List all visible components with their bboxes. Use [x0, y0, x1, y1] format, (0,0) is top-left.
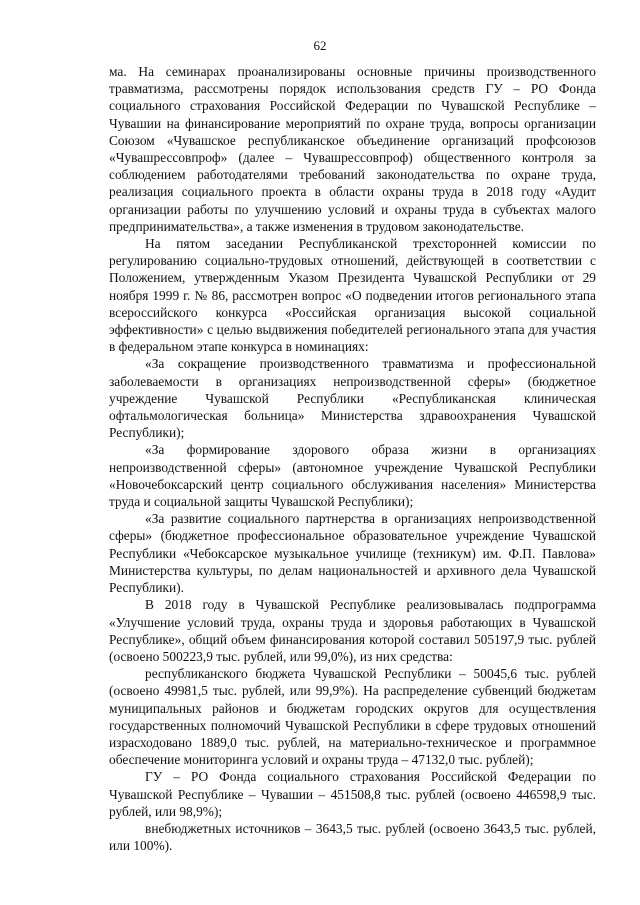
document-body — [109, 63, 596, 854]
paragraph-nomination-healthy-lifestyle: «За формирование здорового образа жизни в организациях непроизводственной сферы» (автономное учреждение Чувашской Республики «Новочебоксарский центр социального обслуживания населения» Министерства труда и социальной защиты Чувашской Республики); — [109, 442, 596, 510]
page-number: 62 — [313, 38, 327, 53]
paragraph-seminars: ма. На семинарах проанализированы основные причины производственного травматизма, рассмотрены порядок использования средств ГУ – РО Фонда социального страхования Российской Федерации по Чувашской Республике – Чувашии на финансирование мероприятий по охране труда, вопросы организации Союзом «Чувашское республиканское объединение организаций профсоюзов «Чувашрессовпроф» (далее – Чувашрессовпроф) общественного контроля за соблюдением работодателями требований законодательства по охране труда, реализация социального проекта в области охраны труда в 2018 году «Аудит организации работы по улучшению условий и охраны труда в субъектах малого предпринимательства», а также изменения в трудовом законодательстве. — [109, 64, 596, 234]
paragraph-nomination-injury-reduction: «За сокращение производственного травматизма и профессиональной заболеваемости в организациях непроизводственной сферы» (бюджетное учреждение Чувашской Республики «Республиканская клиническая офтальмологическая больница» Министерства здравоохранения Чувашской Республики); — [109, 356, 596, 441]
paragraph-extrabudgetary-sources: внебюджетных источников – 3643,5 тыс. рублей (освоено 3643,5 тыс. рублей, или 100%). — [109, 820, 596, 854]
paragraph-commission-meeting: На пятом заседании Республиканской трехсторонней комиссии по регулированию социально-трудовых отношений, действующей в соответствии с Положением, утвержденным Указом Президента Чувашской Республики от 29 ноября 1999 г. № 86, рассмотрен вопрос «О подведении итогов регионального этапа всероссийского конкурса «Российская организация высокой социальной эффективности» с целью выдвижения победителей регионального этапа для участия в федеральном этапе конкурса в номинациях: — [109, 236, 596, 355]
paragraph-subprogram-funding: В 2018 году в Чувашской Республике реализовывалась подпрограмма «Улучшение условий труда, охраны труда и здоровья работающих в Чувашской Республике», общий объем финансирования которой составил 505197,9 тыс. рублей (освоено 500223,9 тыс. рублей, или 99,0%), из них средства: — [109, 597, 596, 664]
paragraph-republican-budget: республиканского бюджета Чувашской Республики – 50045,6 тыс. рублей (освоено 49981,5 тыс. рублей, или 99,9%). На распределение субвенций бюджетам муниципальных районов и бюджетам городских округов для осуществления государственных полномочий Чувашской Республики в сфере трудовых отношений израсходовано 1889,0 тыс. рублей, на материально-техническое и программное обеспечение мониторинга условий и охраны труда – 47132,0 тыс. рублей); — [109, 666, 596, 768]
paragraph-social-insurance-fund: ГУ – РО Фонда социального страхования Российской Федерации по Чувашской Республике – Чувашии – 451508,8 тыс. рублей (освоено 446598,9 тыс. рублей, или 98,9%); — [109, 769, 596, 819]
paragraph-nomination-social-partnership: «За развитие социального партнерства в организациях непроизводственной сферы» (бюджетное профессиональное образовательное учреждение Чувашской Республики «Чебоксарское музыкальное училище (техникум) им. Ф.П. Павлова» Министерства культуры, по делам национальностей и архивного дела Чувашской Республики). — [109, 511, 596, 596]
